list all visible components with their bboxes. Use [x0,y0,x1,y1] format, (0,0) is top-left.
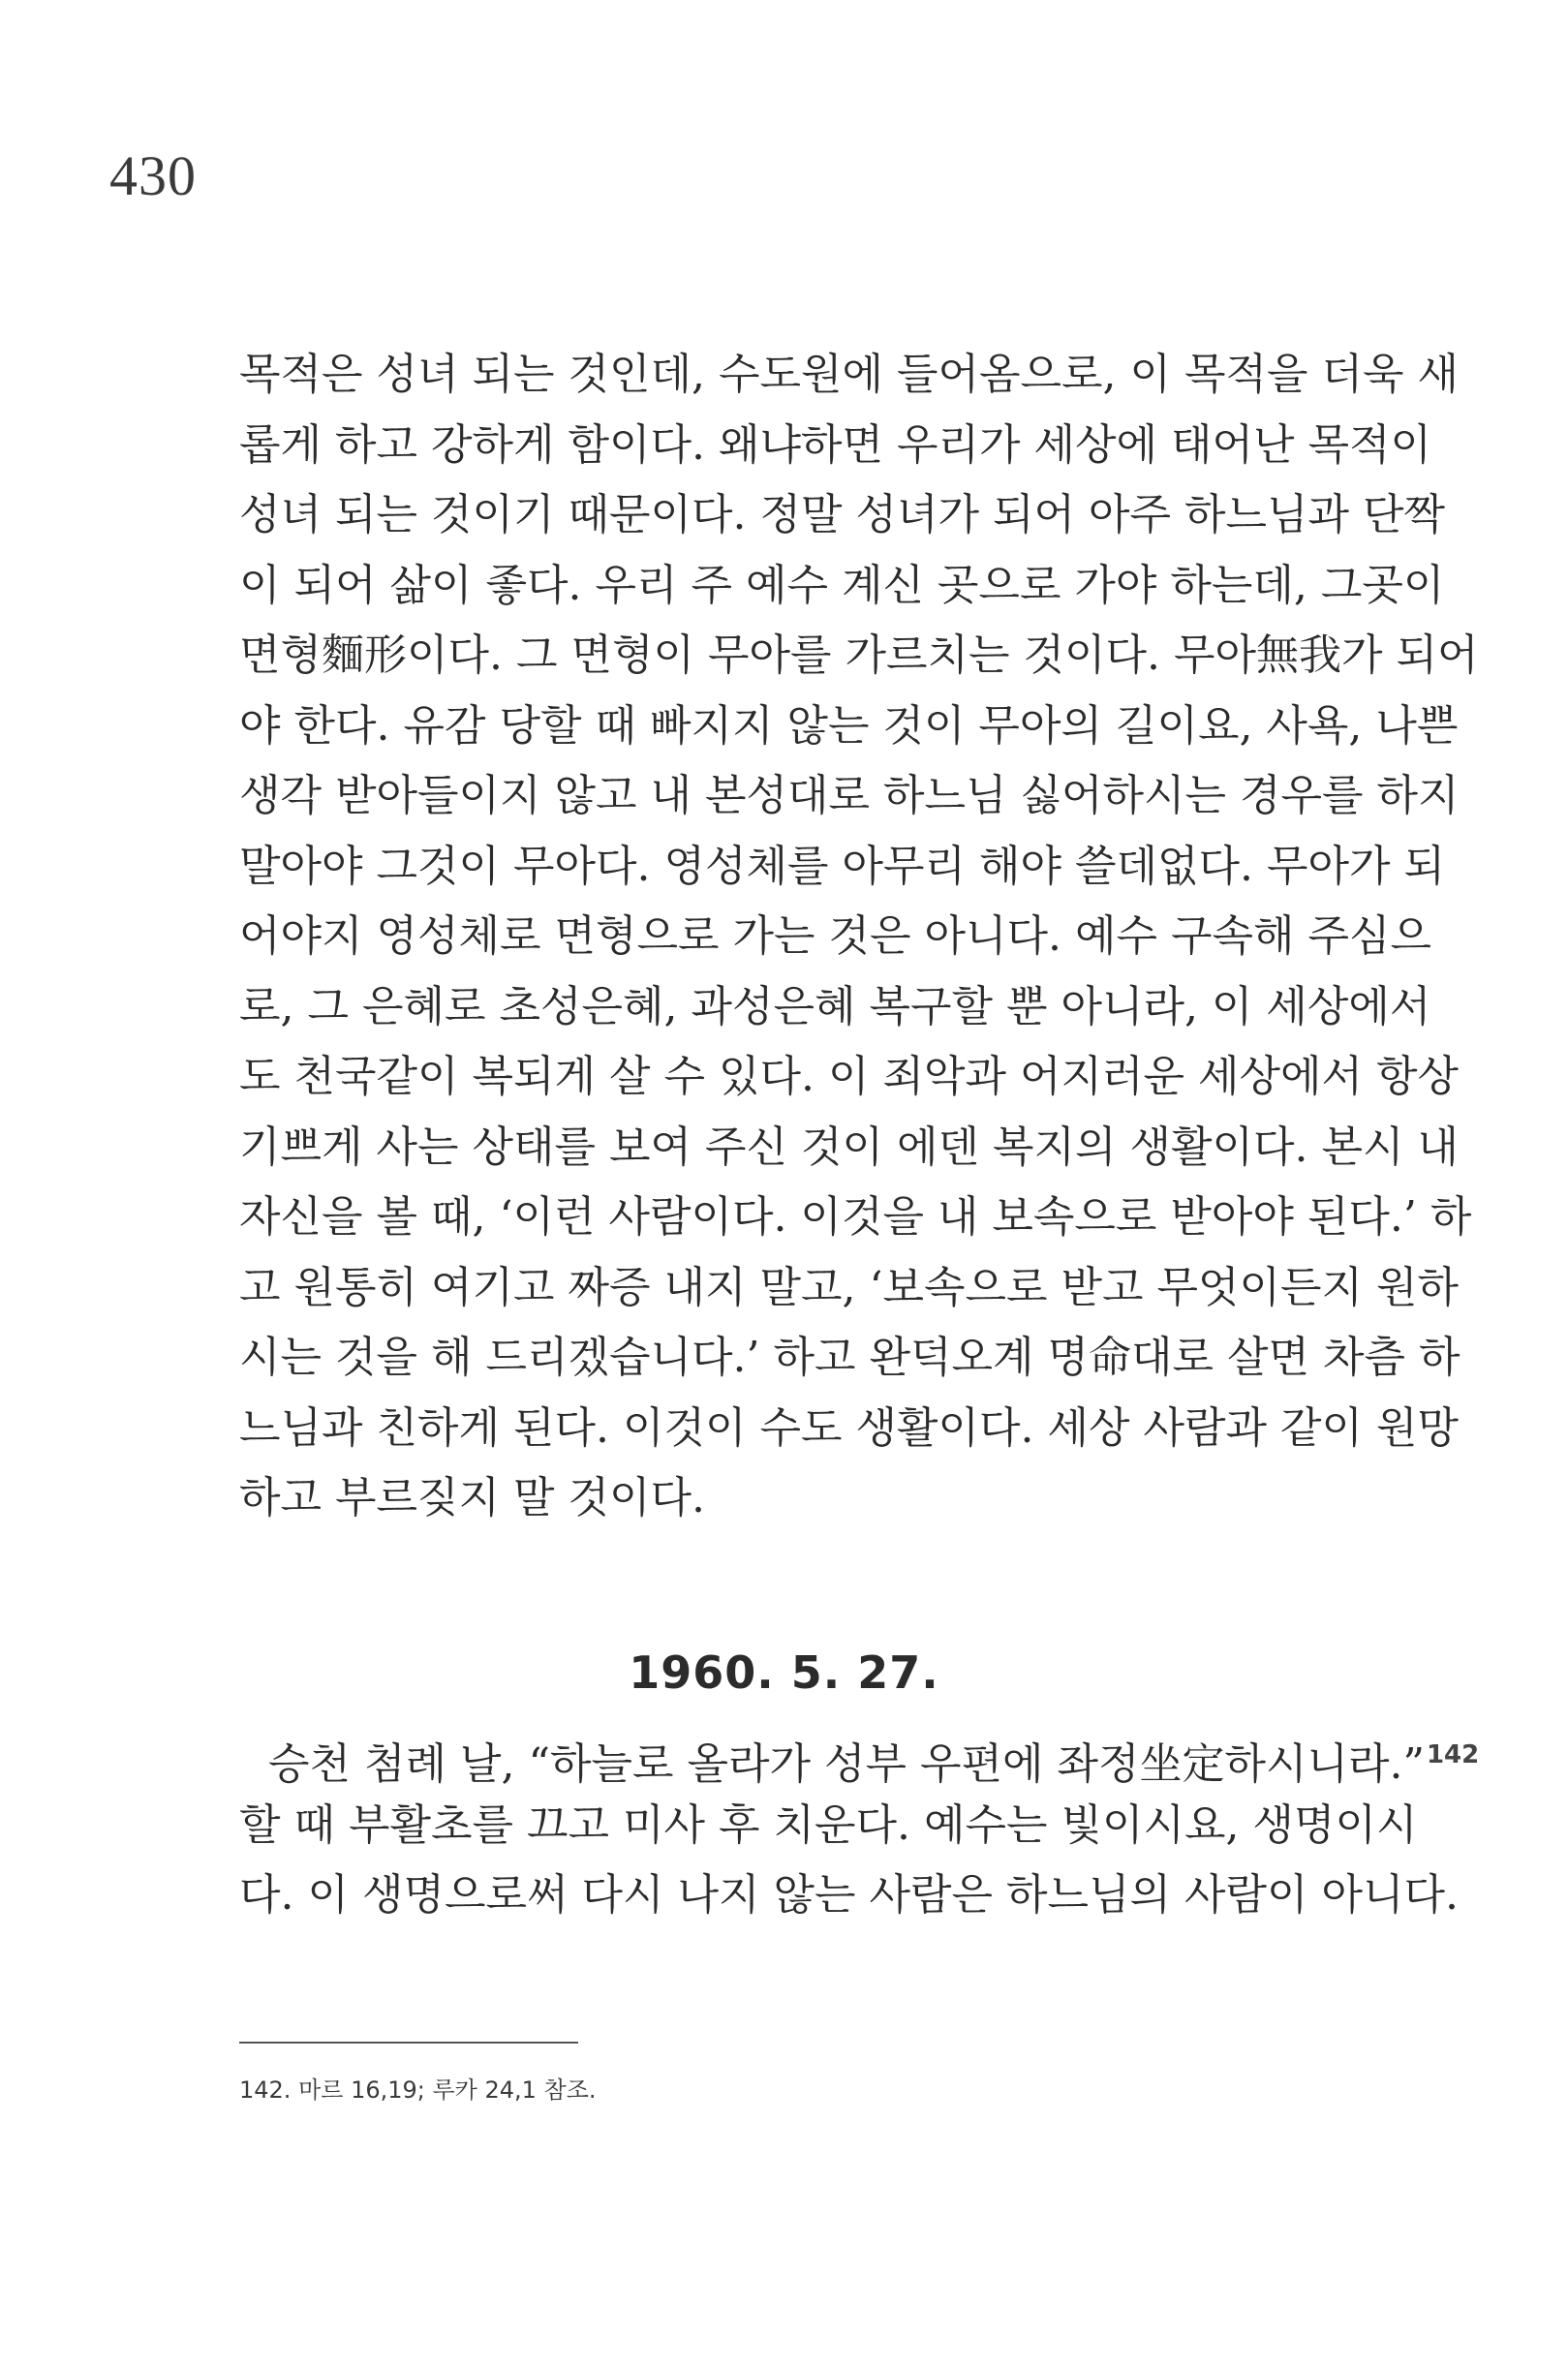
footnote-text: 마르 16,19; 루카 24,1 참조. [298,2076,597,2104]
text-line: 성녀 되는 것이기 때문이다. 정말 성녀가 되어 아주 하느님과 단짝 [239,490,1445,539]
text-line: 고 원통히 여기고 짜증 내지 말고, ‘보속으로 받고 무엇이든지 원하 [239,1262,1459,1312]
text-line: 야 한다. 유감 당할 때 빠지지 않는 것이 무아의 길이요, 사욕, 나쁜 [239,700,1459,751]
text-line: 시는 것을 해 드리겠습니다.’ 하고 완덕오계 명命대로 살면 차츰 하 [239,1333,1460,1382]
text-line: 목적은 성녀 되는 것인데, 수도원에 들어옴으로, 이 목적을 더욱 새 [239,350,1459,399]
text-line-content: 승천 첨례 날, “하늘로 올라가 성부 우편에 좌정坐定하시니라.” [268,1739,1425,1789]
text-line: 로, 그 은혜로 초성은혜, 과성은혜 복구할 뿐 아니라, 이 세상에서 [239,981,1431,1031]
footnote-number: 142. [239,2076,292,2104]
footnote [239,2071,597,2105]
text-line: 기쁘게 사는 상태를 보여 주신 것이 에덴 복지의 생활이다. 본시 내 [239,1122,1459,1172]
text-line: 자신을 볼 때, ‘이런 사람이다. 이것을 내 보속으로 받아야 된다.’ 하 [239,1192,1472,1242]
page-number: 430 [109,144,197,207]
text-line: 이 되어 삶이 좋다. 우리 주 예수 계신 곳으로 가야 하는데, 그곳이 [239,560,1445,610]
text-line: 느님과 친하게 된다. 이것이 수도 생활이다. 세상 사람과 같이 원망 [239,1402,1459,1453]
text-line: 롭게 하고 강하게 함이다. 왜냐하면 우리가 세상에 태어난 목적이 [239,419,1431,470]
text-line: 어야지 영성체로 면형으로 가는 것은 아니다. 예수 구속해 주심으 [239,911,1431,961]
text-line: 하고 부르짖지 말 것이다. [239,1473,705,1522]
footnote-reference[interactable]: 142 [1426,1740,1480,1769]
main-paragraph [239,340,1479,1534]
text-line: 다. 이 생명으로써 다시 나지 않는 사람은 하느님의 사람이 아니다. [239,1870,1459,1920]
text-line: 도 천국같이 복되게 살 수 있다. 이 죄악과 어지러운 세상에서 항상 [239,1052,1459,1101]
footnote-divider [239,2042,578,2044]
text-line: 면형麵形이다. 그 면형이 무아를 가르치는 것이다. 무아無我가 되어 [239,630,1479,680]
entry-date-heading: 1960. 5. 27. [629,1646,939,1699]
text-line [239,1720,1480,1791]
text-line: 할 때 부활초를 끄고 미사 후 치운다. 예수는 빛이시요, 생명이시 [239,1799,1418,1850]
text-line: 말아야 그것이 무아다. 영성체를 아무리 해야 쓸데없다. 무아가 되 [239,841,1445,891]
entry-paragraph [239,1720,1480,1931]
text-line: 생각 받아들이지 않고 내 본성대로 하느님 싫어하시는 경우를 하지 [239,771,1460,820]
